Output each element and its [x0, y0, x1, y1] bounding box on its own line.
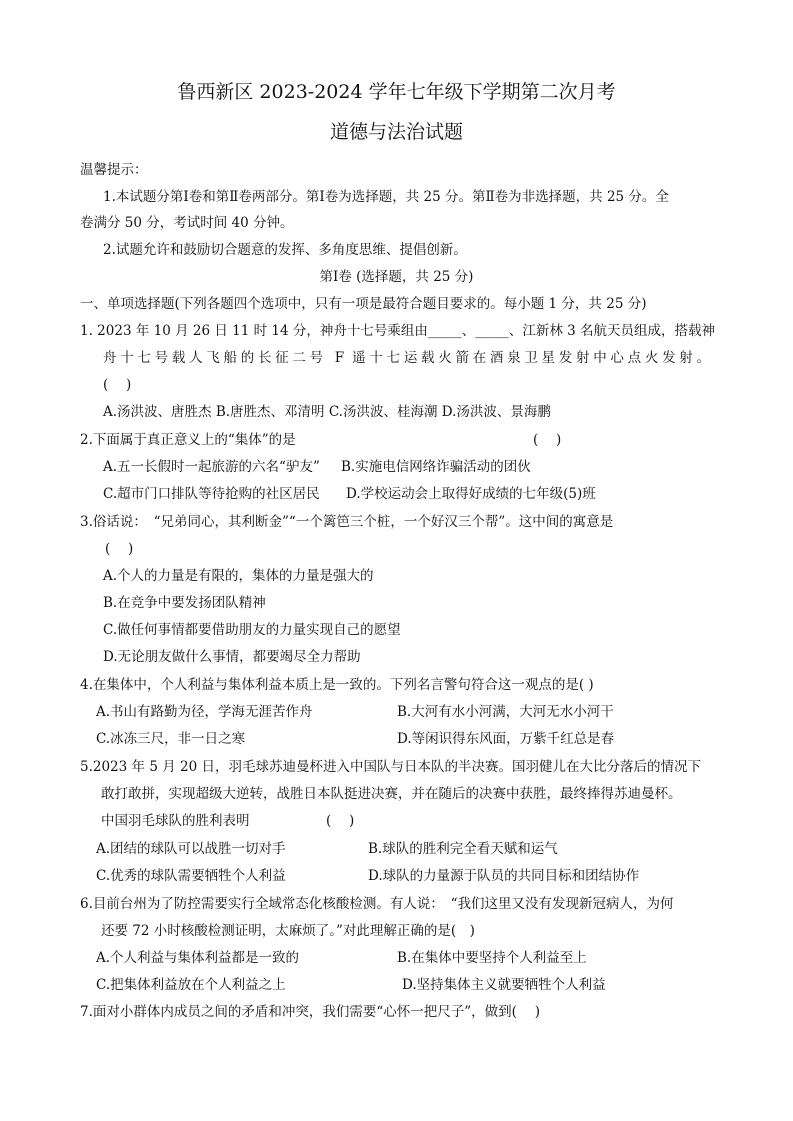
q6-stem-line-1: 6.目前台州为了防控需要实行全域常态化核酸检测。有人说： “我们这里又没有发现新冠病人，为何	[80, 896, 674, 912]
q2-stem: 2.下面属于真正意义上的“集体”的是	[80, 432, 296, 448]
q6-option-c: C.把集体利益放在个人利益之上	[96, 977, 286, 993]
q6-stem-line-2: 还要 72 小时核酸检测证明，太麻烦了。”对此理解正确的是( )	[101, 923, 475, 939]
q6-option-d: D.坚持集体主义就要牺牲个人利益	[402, 977, 606, 993]
q5-answer-paren: ( )	[326, 813, 355, 829]
q5-stem-line-1: 5.2023 年 5 月 20 日，羽毛球苏迪曼杯进入中国队与日本队的半决赛。国羽健儿在大比分落后的情况下	[80, 759, 701, 775]
q5-option-b: B.球队的胜利完全看天赋和运气	[368, 841, 558, 857]
q4-option-d: D.等闲识得东风面，万紫千红总是春	[397, 731, 615, 747]
q3-stem: 3.俗话说： “兄弟同心，其利断金”“一个篱笆三个桩，一个好汉三个帮”。这中间的寓意是	[80, 514, 614, 530]
q2-option-b: B.实施电信网络诈骗活动的团伙	[341, 459, 531, 475]
q1-stem-line-1: 1. 2023 年 10 月 26 日 11 时 14 分，神舟十七号乘组由_____、_____、江新林 3 名航天员组成，搭载神	[80, 323, 716, 339]
q5-stem-line-2: 敢打敢拼，实现超级大逆转，战胜日本队挺进决赛，并在随后的决赛中获胜，最终捧得苏迪曼杯。	[101, 786, 682, 802]
q3-option-b: B.在竞争中要发扬团队精神	[103, 595, 266, 611]
q1-options: A.汤洪波、唐胜杰 B.唐胜杰、邓清明 C.汤洪波、桂海潮 D.汤洪波、景海鹏	[103, 404, 551, 420]
tips-item-1-line-2: 卷满分 50 分，考试时间 40 分钟。	[80, 215, 294, 231]
exam-title: 鲁西新区 2023-2024 学年七年级下学期第二次月考	[177, 81, 616, 103]
q5-option-c: C.优秀的球队需要牺牲个人利益	[96, 868, 286, 884]
section-instruction: 一、单项选择题(下列各题四个选项中，只有一项是最符合题目要求的。每小题 1 分，共 25 分)	[80, 296, 647, 312]
tips-heading: 温馨提示：	[80, 162, 148, 178]
tips-item-1-line-1: 1.本试题分第Ⅰ卷和第Ⅱ卷两部分。第Ⅰ卷为选择题，共 25 分。第Ⅱ卷为非选择题，共 25 分。全	[103, 189, 669, 205]
q2-option-d: D.学校运动会上取得好成绩的七年级(5)班	[346, 486, 596, 502]
q6-option-a: A.个人利益与集体利益都是一致的	[96, 950, 300, 966]
q7-stem: 7.面对小群体内成员之间的矛盾和冲突，我们需要“心怀一把尺子”，做到( )	[80, 1004, 541, 1020]
q1-stem-line-2: 舟十七号载人飞船的长征二号 F 遥十七运载火箭在酒泉卫星发射中心点火发射。	[103, 350, 710, 366]
q3-answer-paren: ( )	[105, 541, 134, 557]
q2-answer-paren: ( )	[533, 432, 562, 448]
q4-option-b: B.大河有水小河满，大河无水小河干	[397, 704, 614, 720]
tips-item-2: 2.试题允许和鼓励切合题意的发挥、多角度思维、提倡创新。	[103, 242, 467, 258]
q3-option-a: A.个人的力量是有限的，集体的力量是强大的	[103, 568, 374, 584]
exam-subtitle: 道德与法治试题	[329, 121, 463, 143]
q3-option-d: D.无论朋友做什么事情，都要竭尽全力帮助	[103, 649, 361, 665]
q4-stem: 4.在集体中，个人利益与集体利益本质上是一致的。下列名言警句符合这一观点的是( )	[80, 677, 594, 693]
q6-option-b: B.在集体中要坚持个人利益至上	[397, 950, 587, 966]
q1-answer-paren: ( )	[103, 377, 132, 393]
q5-option-d: D.球队的力量源于队员的共同目标和团结协作	[368, 868, 640, 884]
q3-option-c: C.做任何事情都要借助朋友的力量实现自己的愿望	[103, 622, 401, 638]
q4-option-a: A.书山有路勤为径，学海无涯苦作舟	[96, 704, 313, 720]
section-title: 第Ⅰ卷 (选择题，共 25 分)	[319, 269, 474, 285]
q2-option-a: A.五一长假时一起旅游的六名“驴友”	[103, 459, 320, 475]
q5-option-a: A.团结的球队可以战胜一切对手	[96, 841, 286, 857]
q2-option-c: C.超市门口排队等待抢购的社区居民	[103, 486, 320, 502]
q5-stem-line-3: 中国羽毛球队的胜利表明	[101, 813, 250, 829]
q4-option-c: C.冰冻三尺，非一日之寒	[96, 731, 246, 747]
